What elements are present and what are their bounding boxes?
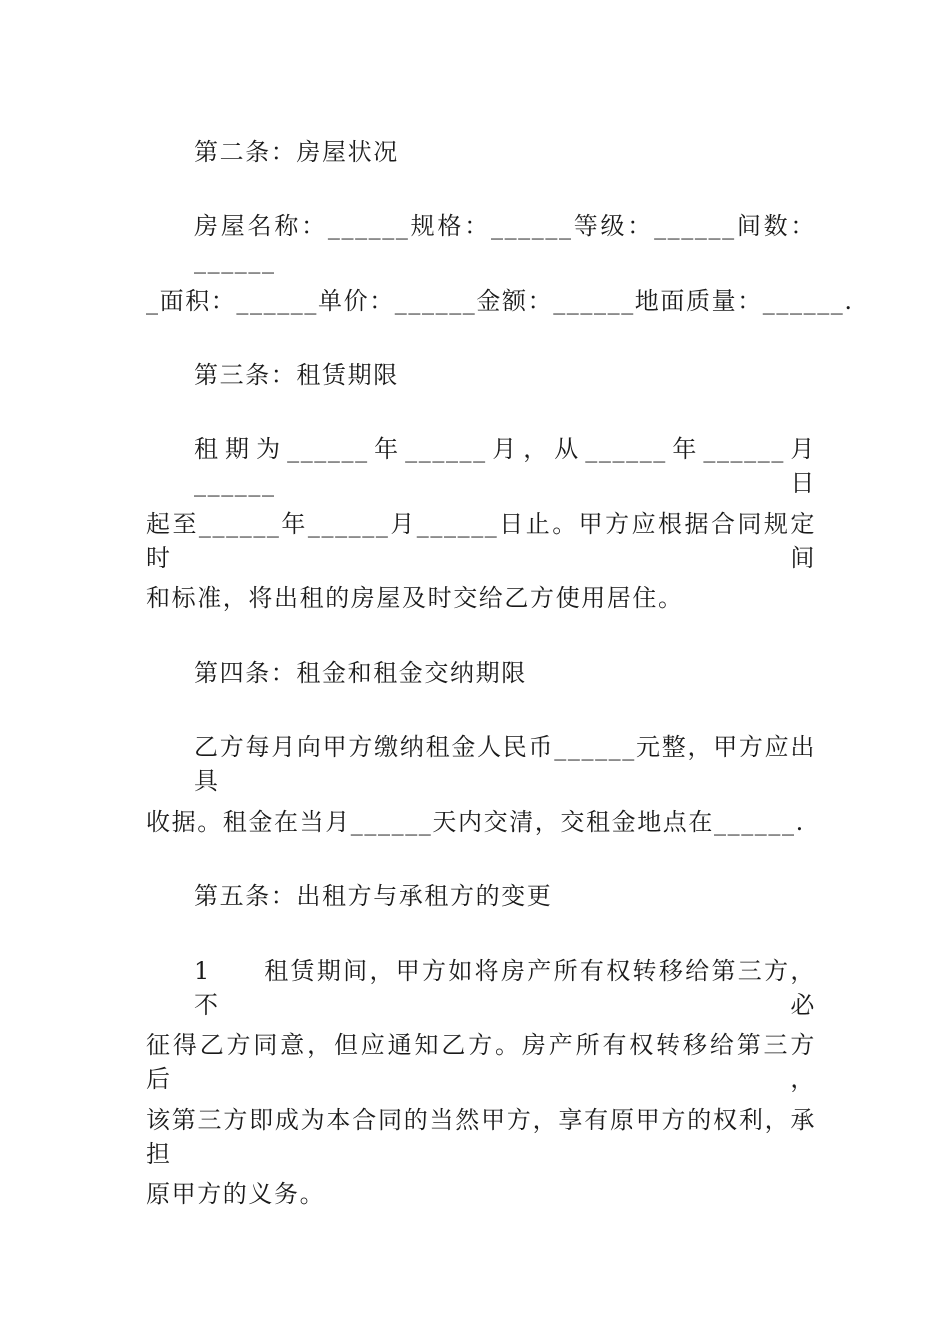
article-2-line-2: _面积：______单价：______金额：______地面质量：______. — [146, 287, 854, 315]
article-4-heading: 第四条：租金和租金交纳期限 — [194, 659, 527, 687]
article-2-heading: 第二条：房屋状况 — [194, 138, 399, 166]
article-5-heading: 第五条：出租方与承租方的变更 — [194, 882, 553, 910]
article-3-line-1: 租期为______年______月，从______年______月______日 — [194, 435, 816, 497]
article-4-line-2: 收据。租金在当月______天内交清，交租金地点在______. — [146, 808, 805, 836]
article-4-line-1: 乙方每月向甲方缴纳租金人民币______元整，甲方应出具 — [194, 733, 816, 795]
article-5-line-3: 该第三方即成为本合同的当然甲方，享有原甲方的权利，承担 — [146, 1106, 816, 1168]
article-3-line-2: 起至______年______月______日止。甲方应根据合同规定时间 — [146, 510, 816, 572]
article-3-line-3: 和标准，将出租的房屋及时交给乙方使用居住。 — [146, 584, 684, 612]
article-2-line-1: 房屋名称：______规格：______等级：______间数：______ — [194, 212, 816, 274]
article-3-heading: 第三条：租赁期限 — [194, 361, 399, 389]
article-5-line-1: 1 租赁期间，甲方如将房产所有权转移给第三方，不必 — [194, 957, 816, 1019]
article-5-line-2: 征得乙方同意，但应通知乙方。房产所有权转移给第三方后， — [146, 1031, 816, 1093]
article-5-line-4: 原甲方的义务。 — [146, 1180, 326, 1208]
